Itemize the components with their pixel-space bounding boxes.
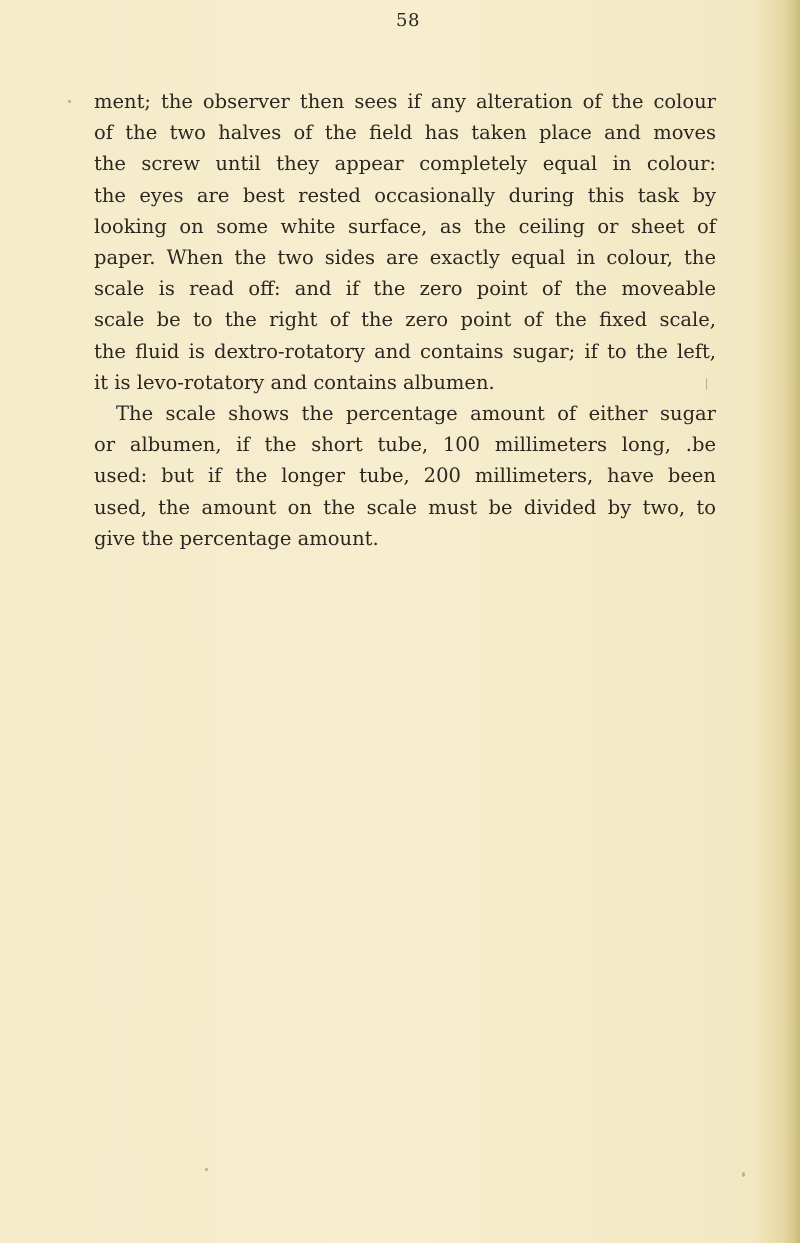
paper-speck xyxy=(205,1168,208,1171)
paper-speck xyxy=(742,1172,745,1177)
text-line: or albumen, if the short tube, 100 millimeters long, .be xyxy=(94,433,716,457)
text-line: paper. When the two sides are exactly equal in colour, the xyxy=(94,246,716,270)
text-line: ment; the observer then sees if any alteration of the colour xyxy=(94,90,716,113)
text-line: looking on some white surface, as the ceiling or sheet of xyxy=(94,214,716,238)
text-line: used, the amount on the scale must be divided by two, to xyxy=(94,495,716,519)
paper-speck xyxy=(68,100,71,103)
text-line: The scale shows the percentage amount of either sugar xyxy=(116,402,716,426)
paragraph-2 xyxy=(94,398,716,554)
page-number: 58 xyxy=(396,10,420,31)
paper-speck xyxy=(706,378,707,390)
text-line: the screw until they appear completely equal in colour: xyxy=(94,152,716,176)
paragraph-1 xyxy=(94,86,716,398)
text-line: the eyes are best rested occasionally during this task by xyxy=(94,183,716,207)
text-line: it is levo-rotatory and contains albumen. xyxy=(94,370,495,394)
text-line: used: but if the longer tube, 200 millimeters, have been xyxy=(94,464,716,488)
text-line: scale is read off: and if the zero point of the moveable xyxy=(94,277,716,301)
text-line: give the percentage amount. xyxy=(94,526,379,550)
page-edge-shadow xyxy=(784,0,800,1243)
body-text xyxy=(94,86,716,554)
text-line: scale be to the right of the zero point of the fixed scale, xyxy=(94,308,716,332)
text-line: the fluid is dextro-rotatory and contains sugar; if to the left, xyxy=(94,339,716,363)
text-line: of the two halves of the field has taken place and moves xyxy=(94,121,716,145)
